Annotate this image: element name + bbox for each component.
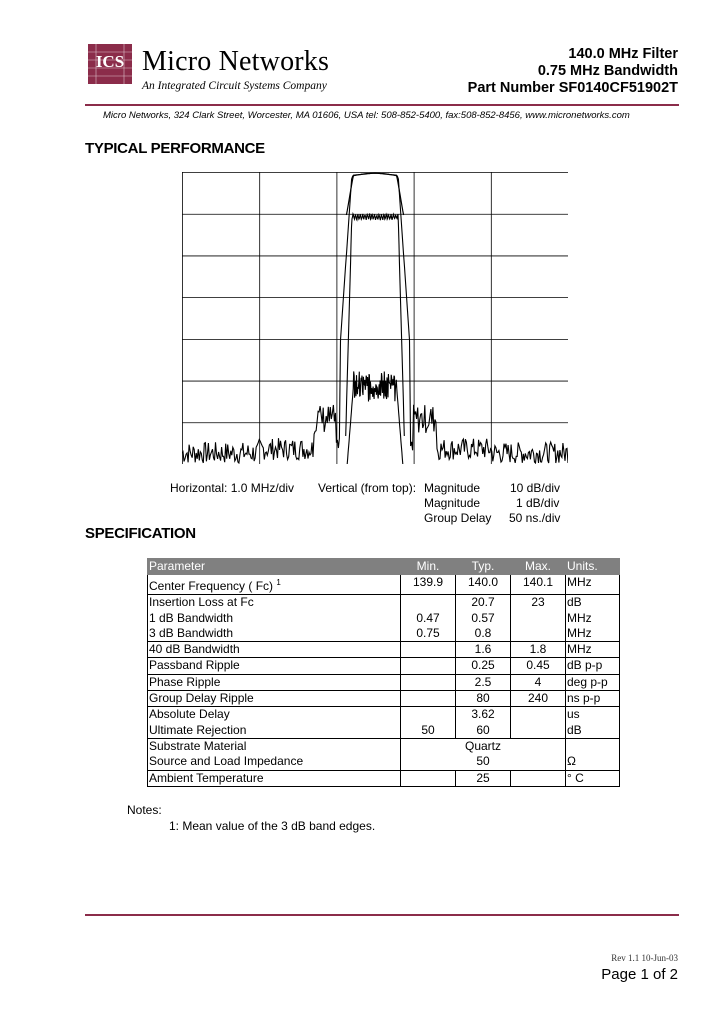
max-cell bbox=[511, 707, 566, 723]
specification-table bbox=[147, 558, 620, 787]
max-cell bbox=[511, 723, 566, 739]
min-cell bbox=[401, 691, 456, 707]
parameter-cell: Phase Ripple bbox=[148, 674, 401, 690]
min-cell bbox=[401, 642, 456, 658]
typ-cell: 50 bbox=[401, 754, 566, 770]
magnitude-1db-trace bbox=[346, 214, 405, 437]
specification-heading: SPECIFICATION bbox=[85, 525, 196, 542]
svg-text:ICS: ICS bbox=[95, 52, 125, 71]
table-row bbox=[148, 595, 620, 611]
table-header-row bbox=[148, 559, 620, 575]
table-row bbox=[148, 575, 620, 595]
company-address: Micro Networks, 324 Clark Street, Worcester, MA 01606, USA tel: 508-852-5400, fax:508-852-8456, www.micronetworks.com bbox=[103, 110, 630, 121]
min-cell bbox=[401, 707, 456, 723]
units-cell: dB p-p bbox=[566, 658, 620, 674]
min-cell: 0.75 bbox=[401, 626, 456, 642]
page-number: Page 1 of 2 bbox=[601, 966, 678, 983]
parameter-cell: Ambient Temperature bbox=[148, 770, 401, 786]
table-row bbox=[148, 738, 620, 754]
units-cell bbox=[566, 738, 620, 754]
passband-top-trace bbox=[346, 173, 403, 215]
units-cell: ns p-p bbox=[566, 691, 620, 707]
parameter-cell: Group Delay Ripple bbox=[148, 691, 401, 707]
max-cell: 4 bbox=[511, 674, 566, 690]
max-cell bbox=[511, 626, 566, 642]
min-cell: 139.9 bbox=[401, 575, 456, 595]
typ-cell: 25 bbox=[456, 770, 511, 786]
table-row bbox=[148, 754, 620, 770]
parameter-cell: Ultimate Rejection bbox=[148, 723, 401, 739]
group-delay-trace bbox=[347, 371, 403, 464]
units-cell: Ω bbox=[566, 754, 620, 770]
units-cell: MHz bbox=[566, 642, 620, 658]
table-row bbox=[148, 642, 620, 658]
title-bandwidth: 0.75 MHz Bandwidth bbox=[537, 63, 678, 79]
parameter-cell: Center Frequency ( Fc) $^1$ bbox=[148, 575, 401, 595]
header-min: Min. bbox=[401, 559, 456, 575]
title-part-number: Part Number SF0140CF51902T bbox=[467, 80, 678, 96]
units-cell: MHz bbox=[566, 626, 620, 642]
parameter-cell: Passband Ripple bbox=[148, 658, 401, 674]
units-cell: us bbox=[566, 707, 620, 723]
max-cell: 1.8 bbox=[511, 642, 566, 658]
typ-cell: 3.62 bbox=[456, 707, 511, 723]
typ-cell: 1.6 bbox=[456, 642, 511, 658]
min-cell bbox=[401, 770, 456, 786]
typ-cell: Quartz bbox=[401, 738, 566, 754]
note-item: 1: Mean value of the 3 dB band edges. bbox=[169, 819, 376, 833]
legend-name-3: Group Delay bbox=[424, 511, 492, 525]
parameter-cell: Insertion Loss at Fc bbox=[148, 595, 401, 611]
table-row bbox=[148, 674, 620, 690]
max-cell: 240 bbox=[511, 691, 566, 707]
min-cell bbox=[401, 674, 456, 690]
company-tagline: An Integrated Circuit Systems Company bbox=[142, 80, 327, 92]
vertical-scale-label: Vertical (from top): bbox=[318, 481, 417, 495]
header-parameter: Parameter bbox=[148, 559, 401, 575]
product-title bbox=[468, 46, 678, 97]
footnote-marker: 1 bbox=[276, 578, 281, 588]
units-cell: dB bbox=[566, 723, 620, 739]
max-cell bbox=[511, 611, 566, 626]
typ-cell: 2.5 bbox=[456, 674, 511, 690]
legend-name-2: Magnitude bbox=[424, 496, 481, 510]
horizontal-scale-label: Horizontal: 1.0 MHz/div bbox=[170, 481, 295, 495]
table-row bbox=[148, 707, 620, 723]
typ-cell: 80 bbox=[456, 691, 511, 707]
parameter-cell: 40 dB Bandwidth bbox=[148, 642, 401, 658]
min-cell: 0.47 bbox=[401, 611, 456, 626]
min-cell bbox=[401, 595, 456, 611]
footer-rule bbox=[85, 914, 679, 916]
units-cell: MHz bbox=[566, 611, 620, 626]
max-cell: 23 bbox=[511, 595, 566, 611]
parameter-cell: Source and Load Impedance bbox=[148, 754, 401, 770]
header-max: Max. bbox=[511, 559, 566, 575]
table-row bbox=[148, 691, 620, 707]
units-cell: MHz bbox=[566, 575, 620, 595]
revision-label: Rev 1.1 10-Jun-03 bbox=[611, 953, 678, 963]
typical-performance-heading: TYPICAL PERFORMANCE bbox=[85, 140, 265, 157]
header-rule bbox=[85, 104, 679, 106]
parameter-cell: 3 dB Bandwidth bbox=[148, 626, 401, 642]
legend-scale-3: 50 ns./div bbox=[509, 511, 561, 525]
typ-cell: 140.0 bbox=[456, 575, 511, 595]
table-row bbox=[148, 723, 620, 739]
performance-chart bbox=[182, 172, 568, 464]
min-cell bbox=[401, 658, 456, 674]
typ-cell: 0.8 bbox=[456, 626, 511, 642]
company-logo bbox=[88, 44, 132, 84]
min-cell: 50 bbox=[401, 723, 456, 739]
header-units: Units. bbox=[566, 559, 620, 575]
legend-scale-2: 1 dB/div bbox=[516, 496, 560, 510]
max-cell bbox=[511, 770, 566, 786]
typ-cell: 60 bbox=[456, 723, 511, 739]
parameter-cell: Substrate Material bbox=[148, 738, 401, 754]
title-frequency: 140.0 MHz Filter bbox=[568, 46, 678, 62]
notes-label: Notes: bbox=[127, 803, 162, 817]
parameter-cell: Absolute Delay bbox=[148, 707, 401, 723]
parameter-cell: 1 dB Bandwidth bbox=[148, 611, 401, 626]
company-name: Micro Networks bbox=[142, 46, 330, 77]
typ-cell: 20.7 bbox=[456, 595, 511, 611]
units-cell: deg p-p bbox=[566, 674, 620, 690]
typ-cell: 0.57 bbox=[456, 611, 511, 626]
header-typ: Typ. bbox=[456, 559, 511, 575]
ics-logo-icon bbox=[88, 44, 132, 84]
table-row bbox=[148, 658, 620, 674]
table-row bbox=[148, 611, 620, 626]
max-cell: 140.1 bbox=[511, 575, 566, 595]
units-cell: dB bbox=[566, 595, 620, 611]
table-row bbox=[148, 770, 620, 786]
max-cell: 0.45 bbox=[511, 658, 566, 674]
legend-scale-1: 10 dB/div bbox=[510, 481, 561, 495]
typ-cell: 0.25 bbox=[456, 658, 511, 674]
legend-name-1: Magnitude bbox=[424, 481, 481, 495]
units-cell: ° C bbox=[566, 770, 620, 786]
table-row bbox=[148, 626, 620, 642]
